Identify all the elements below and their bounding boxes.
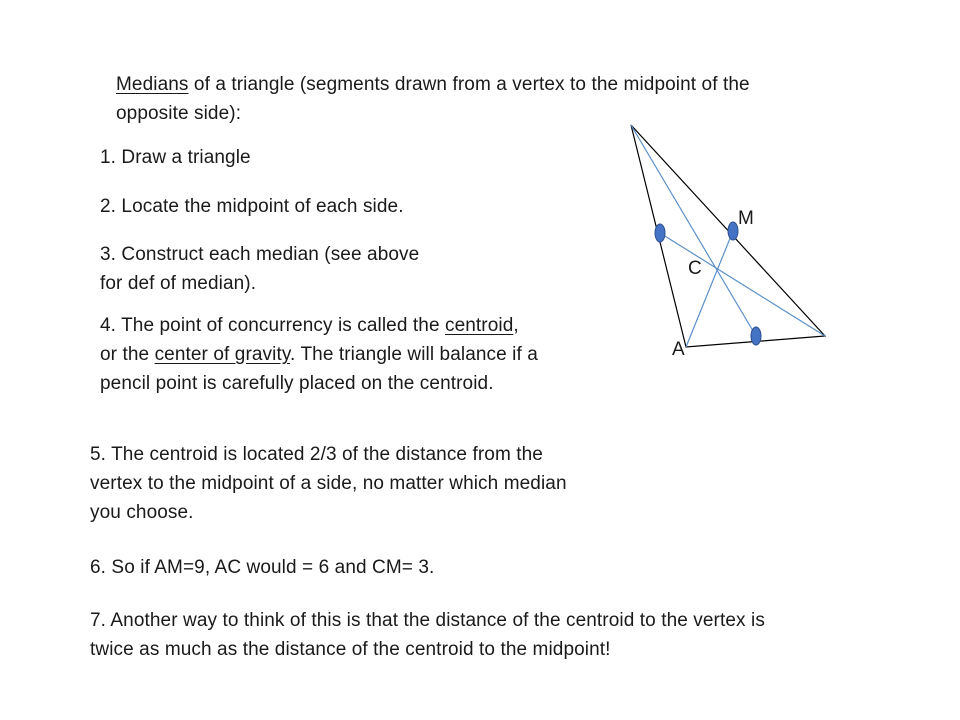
label-c: C [688, 258, 702, 279]
step-3: 3. Construct each median (see above for def of median). [100, 244, 420, 294]
triangle-figure [600, 110, 840, 360]
intro-rest: of a triangle (segments drawn from a vertex to the midpoint of the opposite side): [116, 74, 750, 124]
midpoint-right [728, 222, 738, 240]
step-6: 6. So if AM=9, AC would = 6 and CM= 3. [90, 557, 435, 578]
label-a: A [672, 339, 685, 360]
step-7: 7. Another way to think of this is that the distance of the centroid to the vertex is twice as much as the distance of the centroid to the midpoint! [90, 610, 765, 660]
midpoint-bottom [751, 327, 761, 345]
centroid-term: centroid [444, 315, 514, 336]
median-2 [660, 233, 825, 336]
center-of-gravity-term: center of gravity [154, 344, 291, 365]
step-4 [100, 311, 540, 398]
label-m: M [738, 208, 754, 229]
step-5: 5. The centroid is located 2/3 of the distance from the vertex to the midpoint of a side, no matter which median you choose. [90, 444, 567, 523]
step-1: 1. Draw a triangle [100, 147, 251, 168]
step-2: 2. Locate the midpoint of each side. [100, 196, 404, 217]
median-3 [686, 231, 733, 347]
medians-term: Medians [116, 74, 189, 95]
step-4-part-1: 4. The point of concurrency is called the [100, 315, 445, 336]
midpoint-left [655, 224, 665, 242]
step-4-part-2: , or the [100, 315, 519, 365]
step-4-part-3: . The triangle will balance if a pencil point is carefully placed on the centroid. [100, 344, 538, 394]
